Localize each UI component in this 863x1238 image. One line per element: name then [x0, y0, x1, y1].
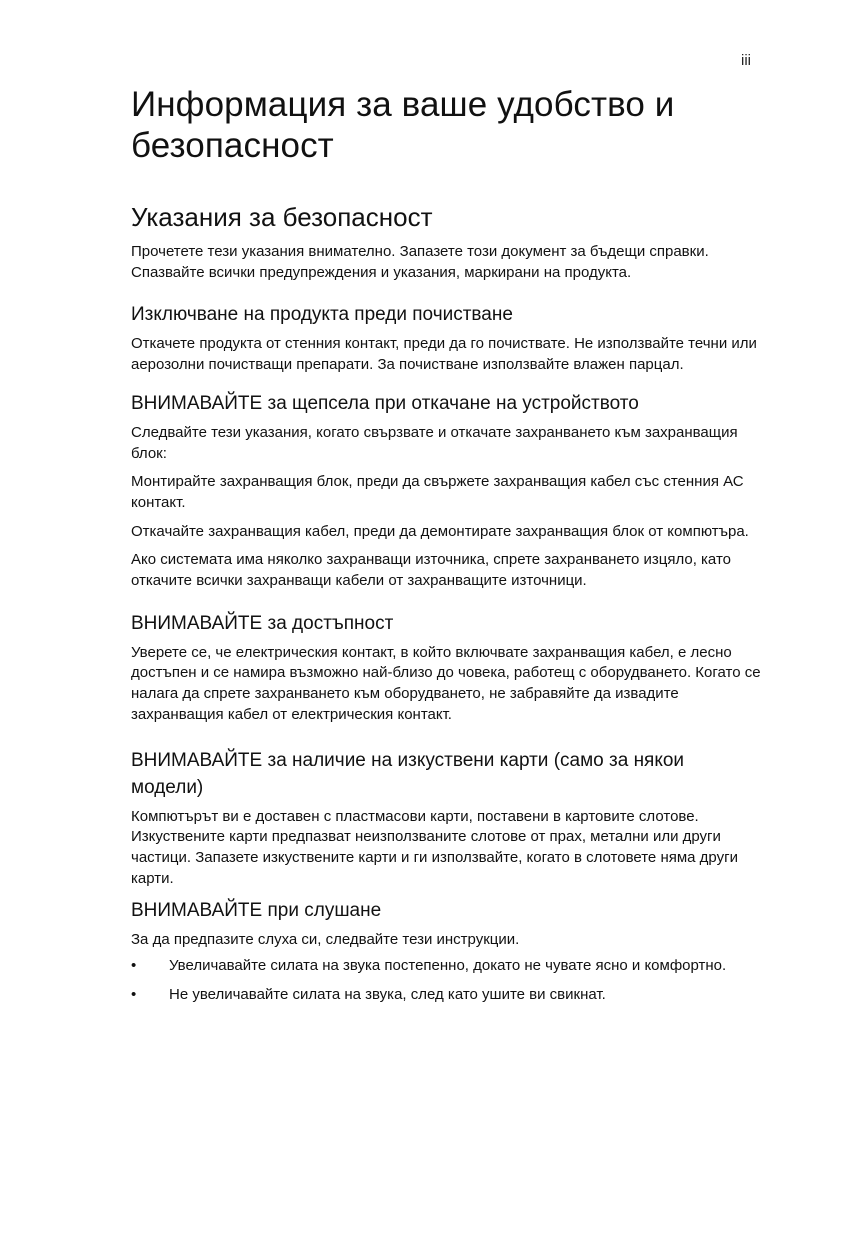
- listening-bullet-list: [131, 953, 761, 1008]
- plug-paragraph-2: Монтирайте захранващия блок, преди да свържете захранващия кабел със стенния АС контакт.: [131, 473, 744, 511]
- page-content: [131, 84, 761, 1011]
- section-access: [131, 610, 761, 726]
- section-listening: [131, 897, 761, 1008]
- list-item-text: Не увеличавайте силата на звука, след като ушите ви свикнат.: [169, 986, 606, 1004]
- section-cleaning: [131, 301, 761, 375]
- intro-paragraph: Прочетете тези указания внимателно. Запазете този документ за бъдещи справки. Спазвайте всички предупреждения и указания, маркирани на продукта.: [131, 243, 709, 281]
- bullet-icon: •: [131, 986, 137, 1004]
- page-number: iii: [741, 52, 751, 69]
- plug-paragraph-1: Следвайте тези указания, когато свързвате и откачате захранването към захранващия блок:: [131, 423, 738, 462]
- section-dummy-cards: [131, 747, 761, 890]
- bullet-icon: •: [131, 957, 137, 975]
- section-plug: [131, 390, 761, 592]
- plug-paragraph-4: Ако системата има няколко захранващи източника, спрете захранването изцяло, като откачите всички захранващи кабели от захранващите източници.: [131, 551, 731, 590]
- list-item: [131, 953, 761, 979]
- listening-paragraph: За да предпазите слуха си, следвайте тези инструкции.: [131, 931, 520, 949]
- section-heading-dummy-cards: ВНИМАВАЙТЕ за наличие на изкуствени карти (само за някои модели): [131, 749, 685, 798]
- list-item: [131, 982, 761, 1008]
- section-heading-listening: ВНИМАВАЙТЕ при слушане: [131, 900, 382, 922]
- plug-paragraph-3: Откачайте захранващия кабел, преди да демонтирате захранващия блок от компютъра.: [131, 522, 749, 540]
- page-title: Информация за ваше удобство и безопасност: [131, 85, 675, 165]
- section-title: Указания за безопасност: [131, 202, 433, 232]
- list-item-text: Увеличавайте силата на звука постепенно, докато не чувате ясно и комфортно.: [169, 957, 727, 975]
- cleaning-paragraph: Откачете продукта от стенния контакт, преди да го почиствате. Не използвайте течни или аерозолни почистващи препарати. За почистване използвайте влажен парцал.: [131, 335, 757, 374]
- section-heading-cleaning: Изключване на продукта преди почистване: [131, 304, 513, 326]
- access-paragraph: Уверете се, че електрическия контакт, в който включвате захранващия кабел, е лесно достъпен и се намира възможно най-близо до човека, работещ с оборудването. Когато се налага да спрете захранването към оборудването, не забравяйте да извадите захранващия кабел от електрическия контакт.: [131, 643, 761, 723]
- section-heading-access: ВНИМАВАЙТЕ за достъпност: [131, 612, 394, 634]
- dummy-cards-paragraph: Компютърът ви е доставен с пластмасови карти, поставени в картовите слотове. Изкуствените карти предпазват неизползваните слотове от прах, метални или други частици. Запазете изкуствените карти и ги използвайте, когато в слотовете няма други карти.: [131, 807, 738, 887]
- section-heading-plug: ВНИМАВАЙТЕ за щепсела при откачане на устройството: [131, 392, 639, 414]
